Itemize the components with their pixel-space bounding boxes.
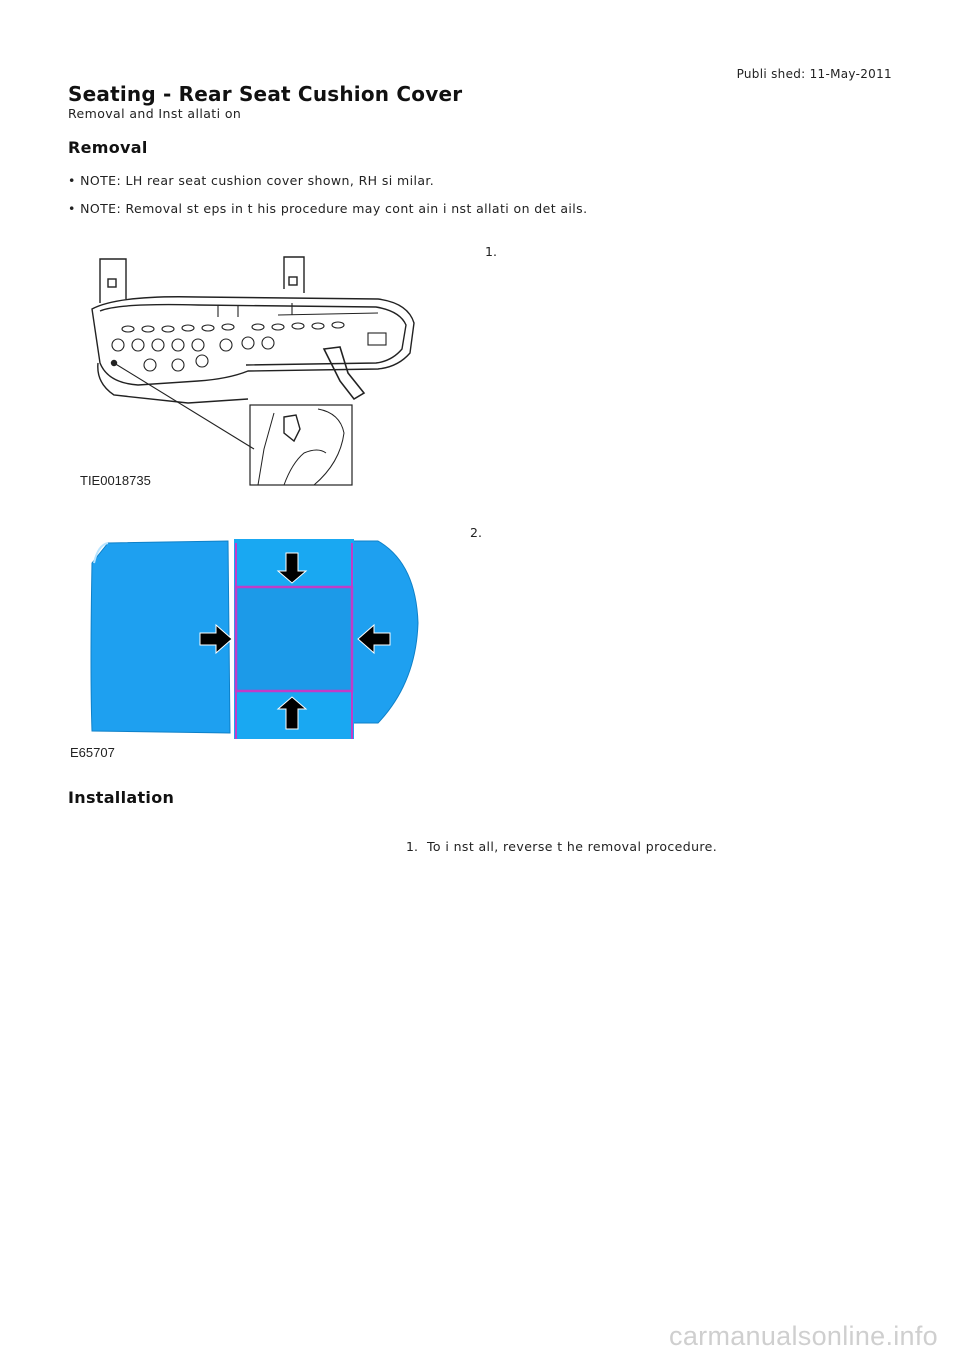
cushion-cover-color-drawing: [78, 523, 424, 766]
watermark: carmanualsonline.info: [669, 1321, 938, 1351]
page-subtitle: Removal and Inst allati on: [68, 106, 242, 121]
published-date: Publi shed: 11-May-2011: [736, 67, 892, 81]
note-item: • NOTE: LH rear seat cushion cover shown, RH si milar.: [68, 173, 435, 188]
installation-heading: Installation: [68, 788, 175, 807]
page-title: Seating - Rear Seat Cushion Cover: [68, 82, 463, 106]
removal-step-number: 1.: [485, 244, 497, 259]
installation-step-text: To i nst all, reverse t he removal procedure.: [427, 839, 718, 854]
figure-code: E65707: [70, 745, 115, 760]
figure-seat-cushion-underside: [78, 253, 442, 493]
removal-heading: Removal: [68, 138, 148, 157]
installation-step-number: 1.: [406, 839, 418, 854]
figure-code: TIE0018735: [80, 473, 151, 488]
seat-cushion-line-drawing: [78, 253, 442, 493]
note-item: • NOTE: Removal st eps in t his procedure may cont ain i nst allati on det ails.: [68, 201, 588, 216]
removal-step-number: 2.: [470, 525, 482, 540]
figure-cushion-cover-arrows: [70, 523, 424, 766]
